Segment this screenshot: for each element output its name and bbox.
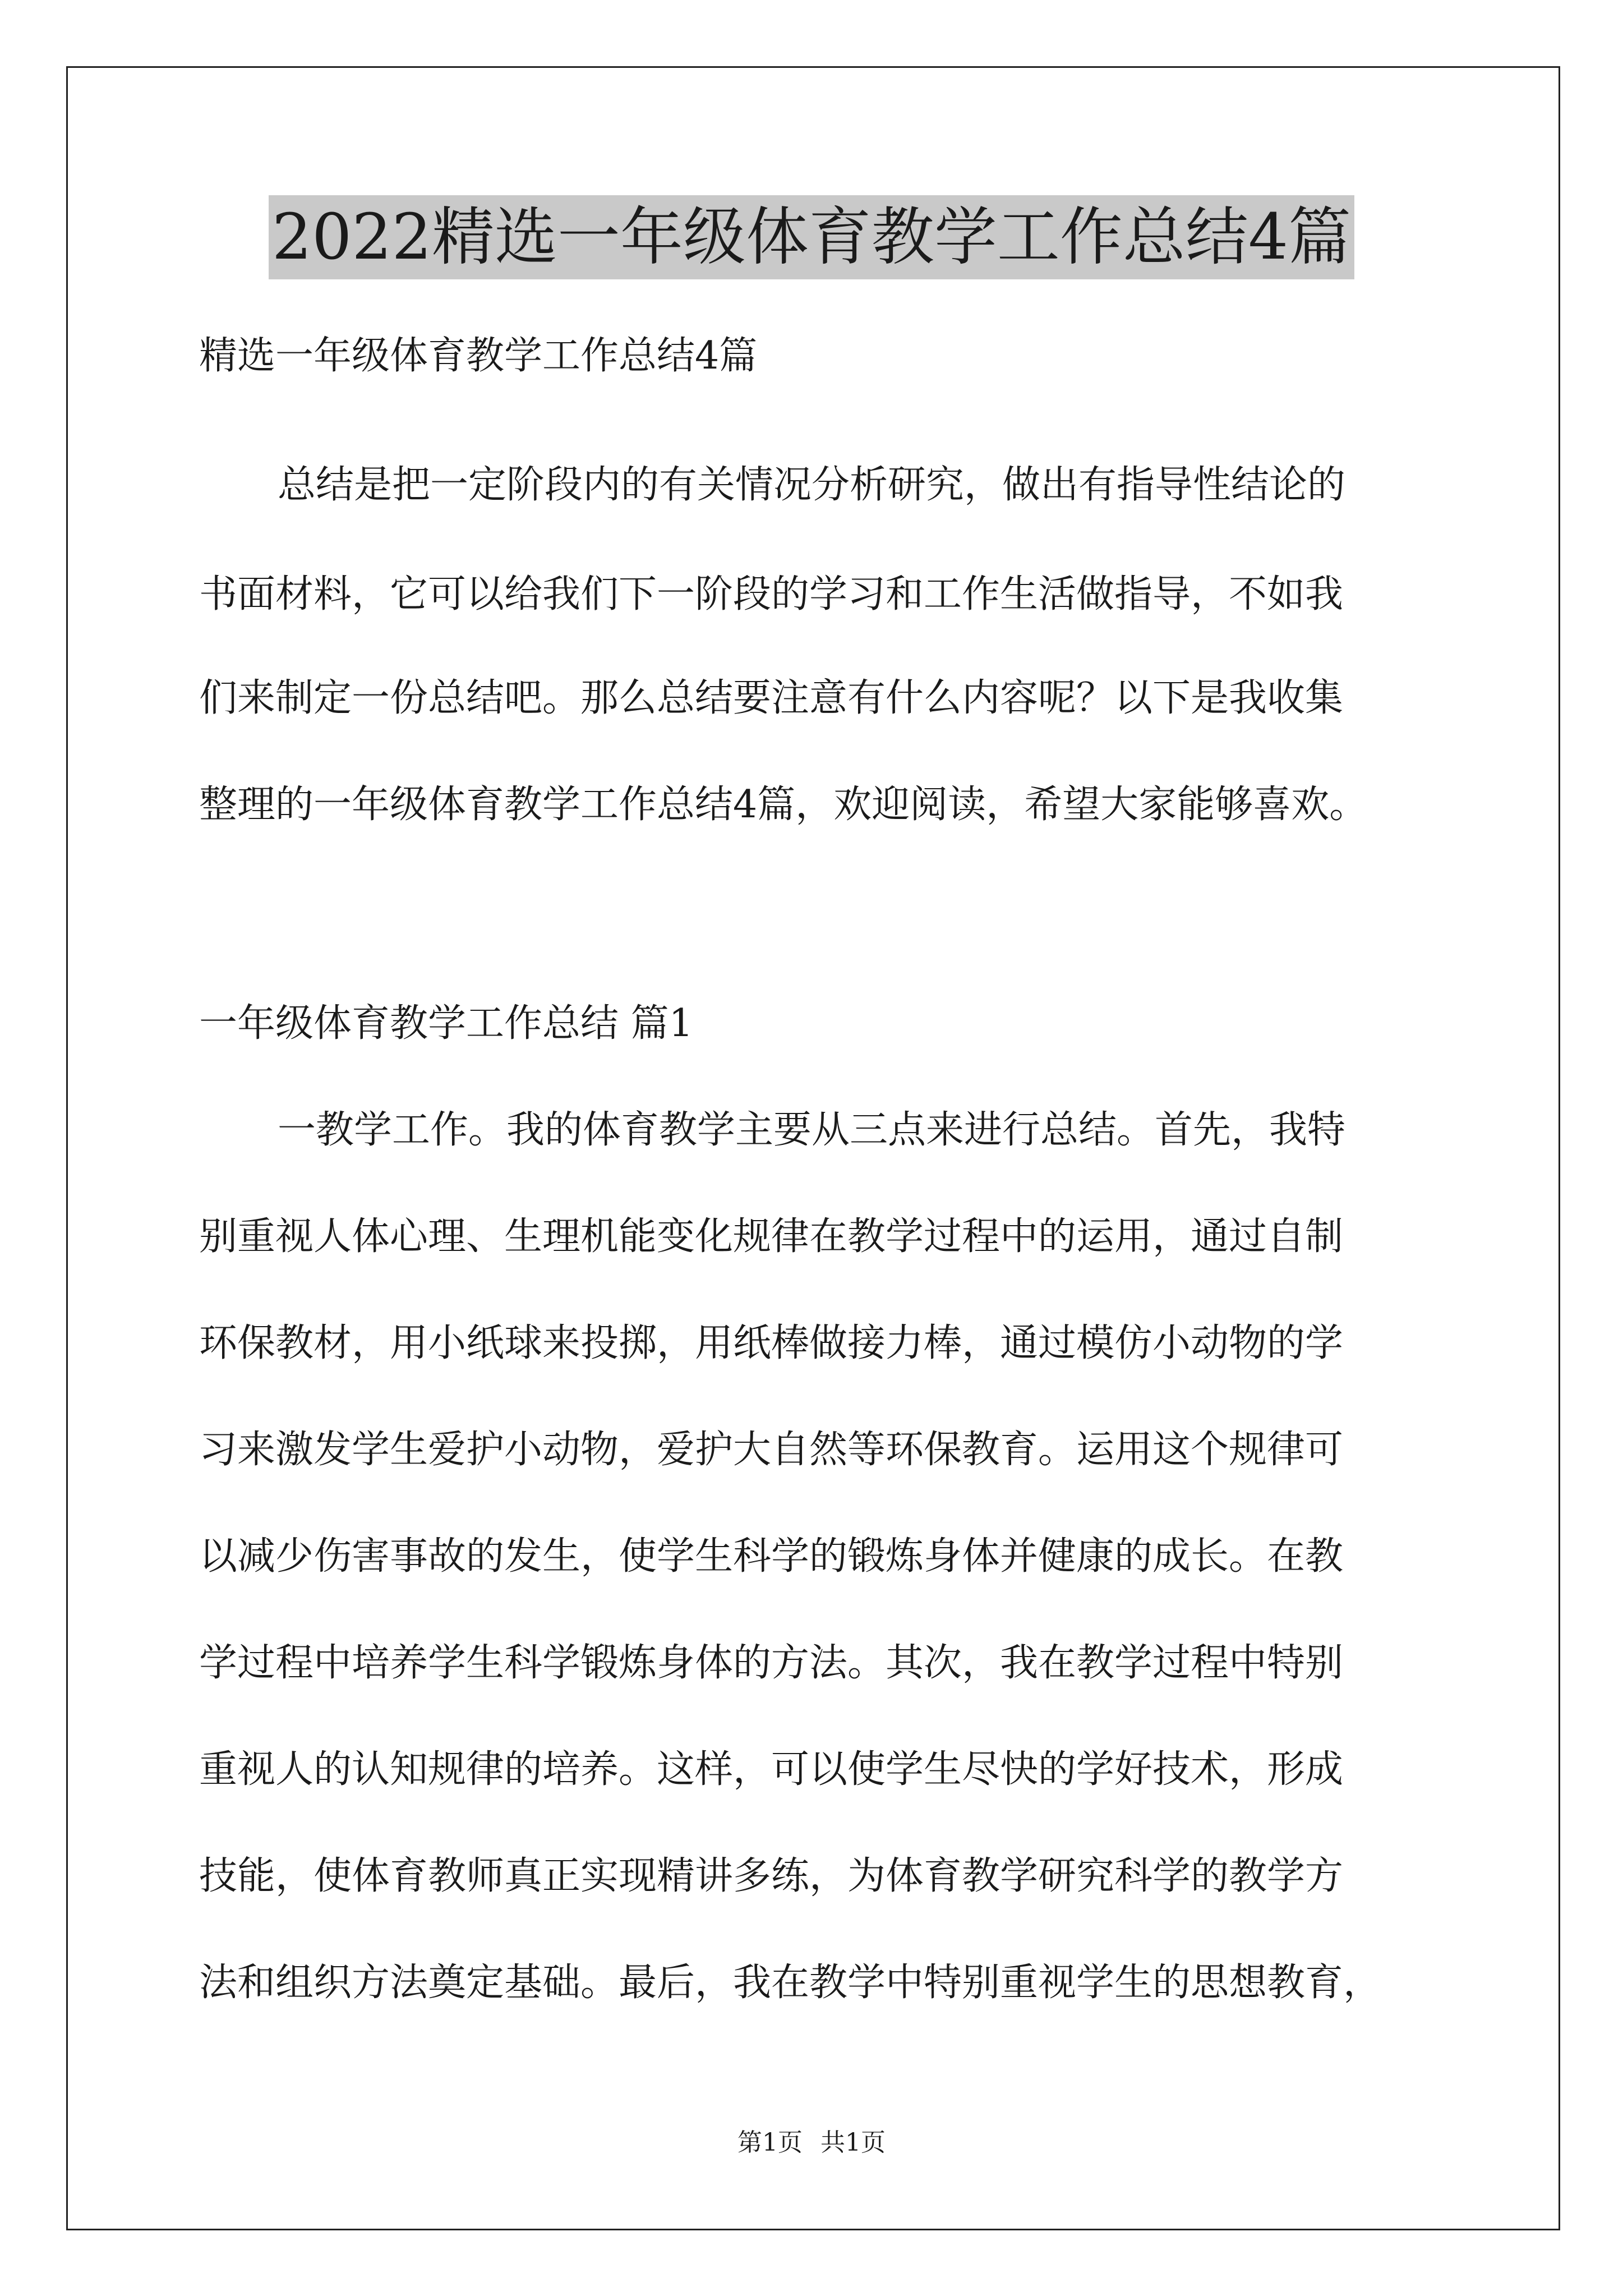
intro-line-1: 总结是把一定阶段内的有关情况分析研究，做出有指导性结论的 <box>278 463 1346 507</box>
section1-line-3: 环保教材，用小纸球来投掷，用纸棒做接力棒，通过模仿小动物的学 <box>199 1321 1344 1365</box>
section1-line-8: 技能，使体育教师真正实现精讲多练，为体育教学研究科学的教学方 <box>199 1854 1344 1898</box>
section1-line-1: 一教学工作。我的体育教学主要从三点来进行总结。首先，我特 <box>278 1108 1346 1152</box>
section1-line-2: 别重视人体心理、生理机能变化规律在教学过程中的运用，通过自制 <box>199 1214 1344 1259</box>
page-number: 第1页 <box>737 2128 803 2157</box>
document-title-block <box>0 195 1623 279</box>
page-footer <box>0 2126 1623 2160</box>
intro-line-2: 书面材料，它可以给我们下一阶段的学习和工作生活做指导，不如我 <box>199 572 1344 616</box>
section1-line-4: 习来激发学生爱护小动物，爱护大自然等环保教育。运用这个规律可 <box>199 1428 1344 1472</box>
document-subtitle: 精选一年级体育教学工作总结4篇 <box>199 334 758 378</box>
intro-line-4: 整理的一年级体育教学工作总结4篇，欢迎阅读，希望大家能够喜欢。 <box>199 783 1368 827</box>
section1-line-7: 重视人的认知规律的培养。这样，可以使学生尽快的学好技术，形成 <box>199 1747 1344 1792</box>
section1-heading: 一年级体育教学工作总结 篇1 <box>199 1001 693 1046</box>
section1-line-6: 学过程中培养学生科学锻炼身体的方法。其次，我在教学过程中特别 <box>199 1641 1344 1685</box>
page-total: 共1页 <box>820 2128 886 2157</box>
document-title: 2022精选一年级体育教学工作总结4篇 <box>269 195 1354 279</box>
section1-line-9: 法和组织方法奠定基础。最后，我在教学中特别重视学生的思想教育， <box>199 1961 1382 2005</box>
section1-line-5: 以减少伤害事故的发生，使学生科学的锻炼身体并健康的成长。在教 <box>199 1534 1344 1579</box>
intro-line-3: 们来制定一份总结吧。那么总结要注意有什么内容呢？以下是我收集 <box>199 676 1344 720</box>
